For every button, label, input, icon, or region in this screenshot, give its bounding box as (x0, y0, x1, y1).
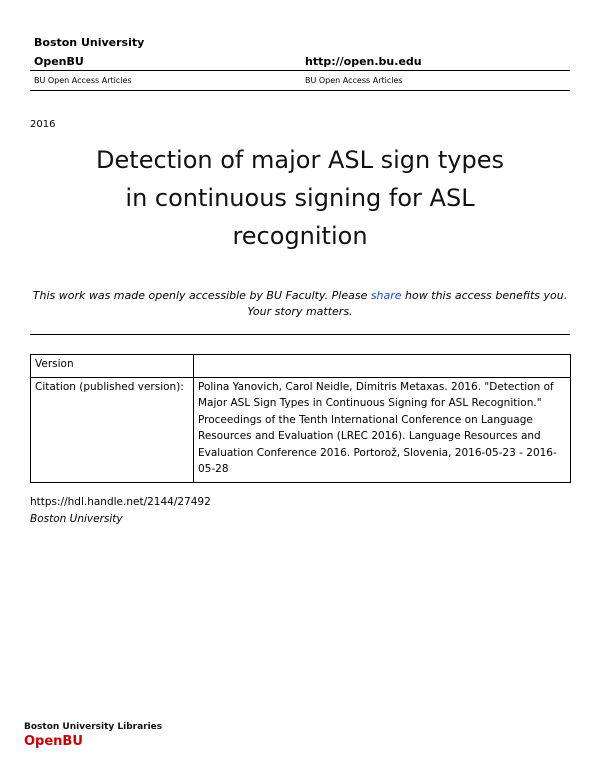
title-line-3: recognition (232, 222, 368, 250)
title-line-1: Detection of major ASL sign types (96, 146, 504, 174)
repository-url[interactable]: http://open.bu.edu (305, 55, 422, 68)
collection-left[interactable]: BU Open Access Articles (34, 76, 132, 85)
citation-value: Polina Yanovich, Carol Neidle, Dimitris Metaxas. 2016. "Detection of Major ASL Sign Types in Continuous Signing for ASL Recognition." Proceedings of the Tenth International Conference on Language Resources and Evaluation (LREC 2016). Language Resources and Evaluation Conference 2016. Portorož, Slovenia, 2016-05-23 - 2016-05-28 (194, 377, 571, 482)
metadata-table (30, 354, 571, 483)
access-note-line2: Your story matters. (247, 305, 353, 318)
repository-name: OpenBU (34, 55, 84, 68)
share-link[interactable]: share (370, 289, 402, 302)
institution-name: Boston University (34, 36, 145, 49)
version-value (194, 355, 571, 378)
table-row (31, 355, 571, 378)
handle-link[interactable]: https://hdl.handle.net/2144/27492 (30, 496, 211, 508)
document-title (60, 141, 540, 255)
access-note-after: how this access benefits you. (401, 289, 568, 302)
table-row (31, 377, 571, 482)
footer-logo-line1: Boston University Libraries (24, 722, 163, 732)
title-line-2: in continuous signing for ASL (125, 184, 475, 212)
version-label: Version (31, 355, 194, 378)
header-rule-top (30, 70, 570, 71)
publisher-name: Boston University (30, 513, 123, 525)
access-note (30, 288, 570, 320)
footer-logo-line2: OpenBU (24, 734, 83, 749)
publication-year: 2016 (30, 119, 56, 130)
collection-right[interactable]: BU Open Access Articles (305, 76, 403, 85)
header-rule-bottom (30, 90, 570, 91)
access-note-before: This work was made openly accessible by BU Faculty. Please (32, 289, 371, 302)
note-rule (30, 334, 570, 335)
citation-label: Citation (published version): (31, 377, 194, 482)
